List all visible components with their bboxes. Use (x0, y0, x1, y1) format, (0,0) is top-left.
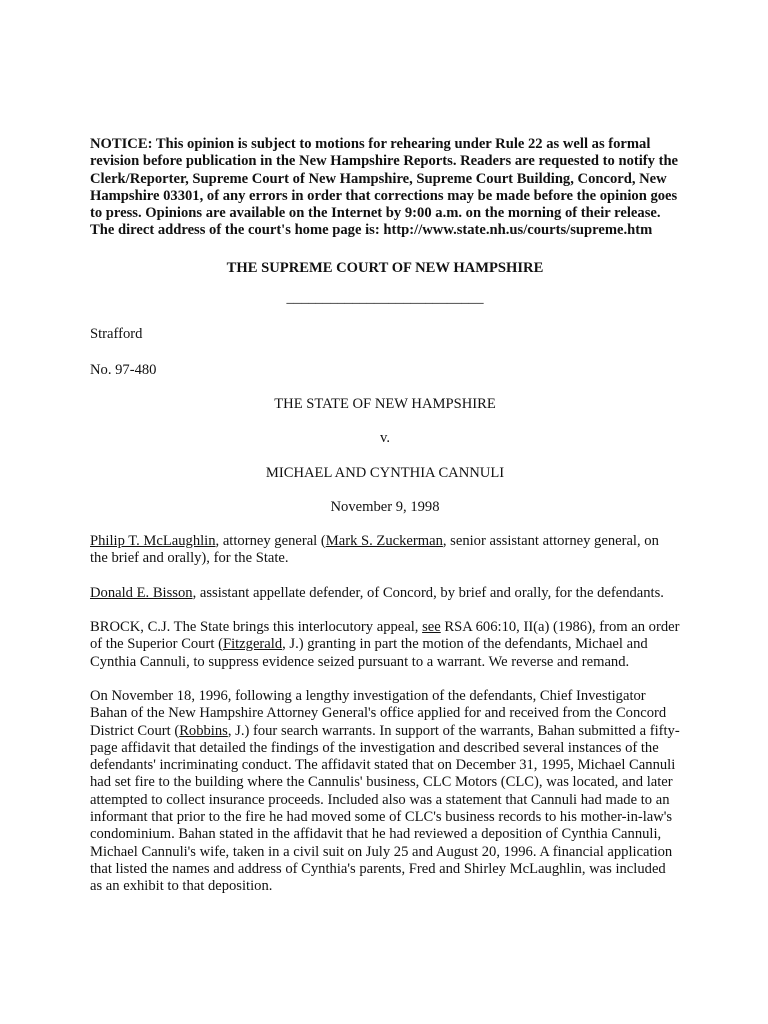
counsel-state-text-2: , senior assistant attorney general, on the brief and orally), for the State. (90, 533, 659, 567)
see-signal: see (422, 619, 441, 636)
defender-name: Donald E. Bisson (90, 584, 193, 601)
senior-assistant-name: Mark S. Zuckerman (325, 533, 443, 550)
district-court-judge: Robbins (179, 722, 228, 739)
opening-text-3: , J.) granting in part the motion of the defendants, Michael and Cynthia Cannuli, to suppress evidence seized pursuant to a warrant. We reverse and remand. (90, 636, 648, 670)
divider-line: ___________________________ (286, 290, 484, 307)
superior-court-judge: Fitzgerald (222, 636, 283, 653)
county: Strafford (90, 326, 143, 343)
counsel-defense-text: , assistant appellate defender, of Concord, by brief and orally, for the defendants. (192, 584, 664, 601)
plaintiff-name: THE STATE OF NEW HAMPSHIRE (274, 395, 496, 412)
versus-label: v. (380, 430, 390, 447)
opinion-page (90, 136, 680, 896)
court-title: THE SUPREME COURT OF NEW HAMPSHIRE (226, 259, 544, 276)
docket-number: No. 97-480 (90, 361, 157, 378)
decision-date: November 9, 1998 (330, 498, 440, 515)
counsel-state-paragraph (90, 533, 680, 568)
attorney-general-name: Philip T. McLaughlin (90, 533, 216, 550)
defendant-name: MICHAEL AND CYNTHIA CANNULI (265, 464, 505, 481)
counsel-defense-paragraph (90, 585, 680, 602)
facts-paragraph (90, 688, 680, 896)
opening-paragraph (90, 619, 680, 671)
opening-text-2: RSA 606:10, II(a) (1986), from an order of the Superior Court ( (90, 619, 680, 653)
facts-text-2: , J.) four search warrants. In support of the warrants, Bahan submitted a fifty-page affidavit that detailed the findings of the investigation and described several instances of the defendants' incriminating conduct. The affidavit stated that on December 31, 1995, Michael Cannuli had set fire to the building where the Cannulis' business, CLC Motors (CLC), was located, and later attempted to collect insurance proceeds. Included also was a statement that Cannuli had made to an informant that prior to the fire he had moved some of CLC's business records to his mother-in-law's condominium. Bahan stated in the affidavit that he had reviewed a deposition of Cynthia Cannuli, Michael Cannuli's wife, taken in a civil suit on July 25 and August 20, 1996. A financial application that listed the names and address of Cynthia's parents, Fred and Shirley McLaughlin, was included as an exhibit to that deposition. (90, 722, 680, 895)
opening-text-1: BROCK, C.J. The State brings this interlocutory appeal, (90, 619, 423, 636)
notice-paragraph: NOTICE: This opinion is subject to motions for rehearing under Rule 22 as well as formal revision before publication in the New Hampshire Reports. Readers are requested to notify the Clerk/Reporter, Supreme Court of New Hampshire, Supreme Court Building, Concord, New Hampshire 03301, of any errors in order that corrections may be made before the opinion goes to press. Opinions are available on the Internet by 9:00 a.m. on the morning of their release. The direct address of the court's home page is: http://www.state.nh.us/courts/supreme.htm (90, 136, 679, 239)
facts-text-1: On November 18, 1996, following a lengthy investigation of the defendants, Chief Investigator Bahan of the New Hampshire Attorney General's office applied for and received from the Concord District Court ( (90, 687, 667, 739)
counsel-state-text-1: , attorney general ( (215, 533, 326, 550)
